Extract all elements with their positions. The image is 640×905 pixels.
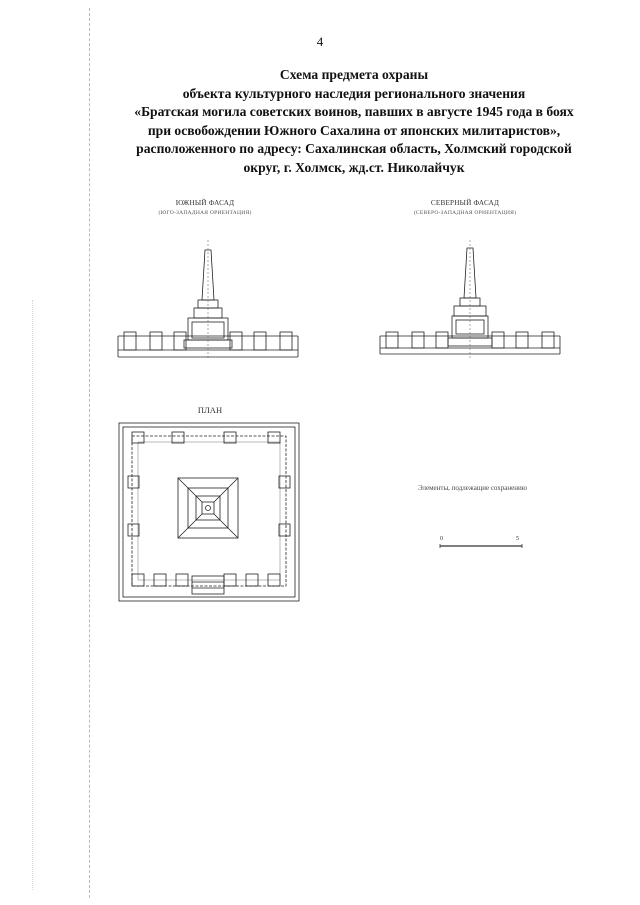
title-line: расположенного по адресу: Сахалинская область, Холмский городской	[136, 141, 572, 156]
plan-drawing	[118, 422, 300, 602]
scale-end-label: 5	[516, 536, 519, 542]
legend-text: Элементы, подлежащие сохранению	[418, 484, 527, 492]
north-facade-title: СЕВЕРНЫЙ ФАСАД	[430, 199, 500, 207]
scan-edge-marks	[32, 300, 33, 890]
south-facade-drawing	[118, 240, 298, 365]
north-facade-subtitle: (СЕВЕРО-ЗАПАДНАЯ ОРИЕНТАЦИЯ)	[413, 210, 517, 216]
page-margin-line	[89, 8, 90, 898]
page-number: 4	[316, 34, 324, 49]
north-facade-drawing	[380, 240, 560, 365]
document-title	[94, 66, 614, 177]
title-line: «Братская могила советских воинов, павших в августе 1945 года в боях	[134, 104, 574, 119]
south-facade-subtitle: (ЮГО-ЗАПАДНАЯ ОРИЕНТАЦИЯ)	[158, 210, 252, 216]
title-line: Схема предмета охраны	[279, 67, 429, 82]
title-line: при освобождении Южного Сахалина от японских милитаристов»,	[147, 122, 561, 138]
title-line: объекта культурного наследия регионального значения	[182, 85, 526, 101]
title-line: округ, г. Холмск, жд.ст. Николайчук	[243, 159, 465, 175]
scale-start-label: 0	[440, 536, 443, 542]
plan-title: ПЛАН	[197, 405, 223, 415]
scale-bar	[438, 543, 528, 549]
south-facade-title: ЮЖНЫЙ ФАСАД	[175, 199, 235, 207]
